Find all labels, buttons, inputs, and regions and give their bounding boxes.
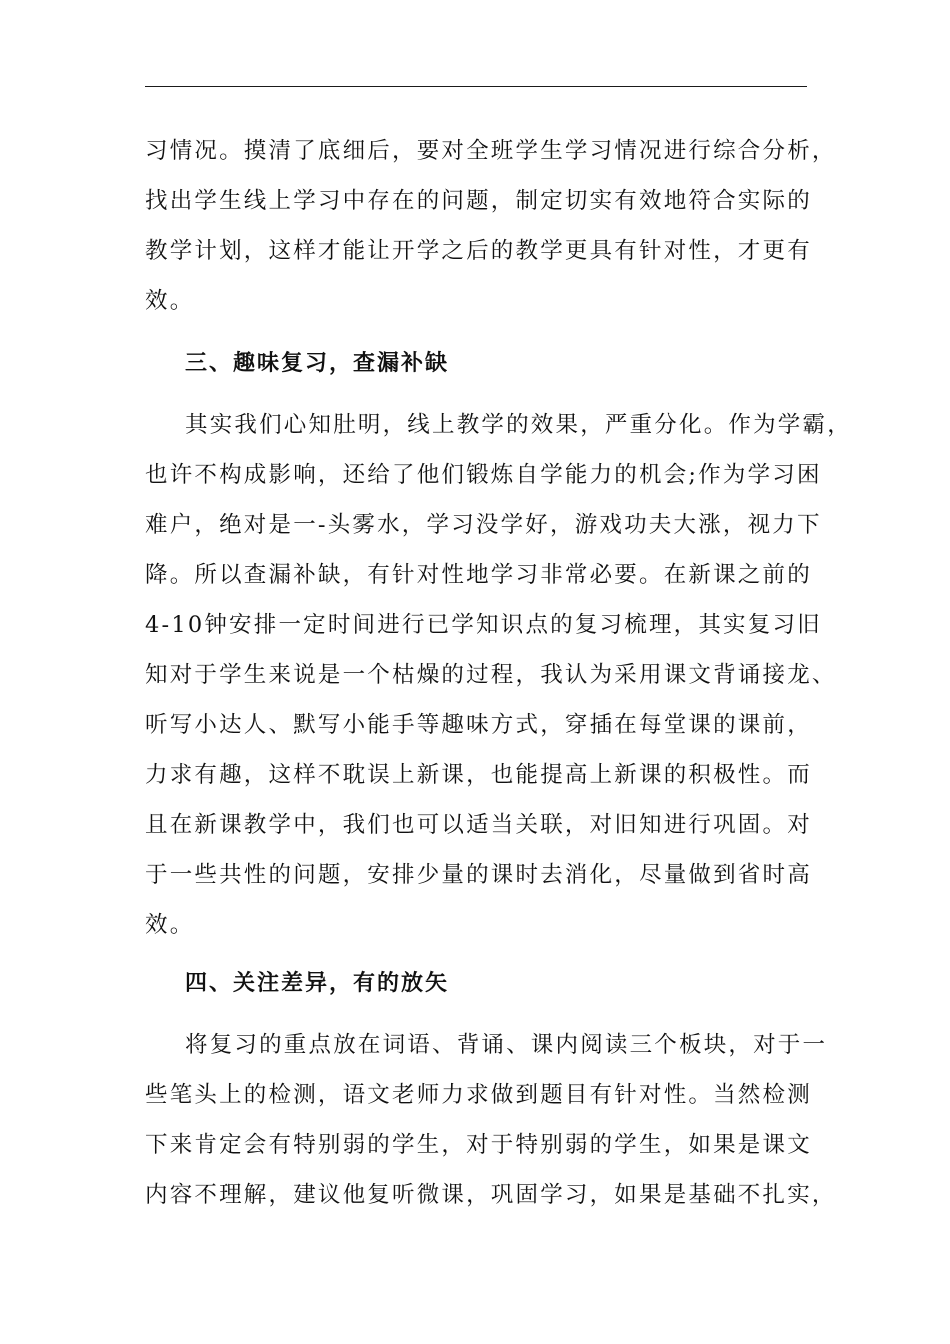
- body-text-line: 力求有趣，这样不耽误上新课，也能提高上新课的积极性。而: [145, 762, 812, 788]
- section-heading: 四、关注差异，有的放矢: [185, 970, 450, 996]
- body-text-line: 难户，绝对是一-头雾水，学习没学好，游戏功夫大涨，视力下: [145, 512, 822, 538]
- body-text-line: 于一些共性的问题，安排少量的课时去消化，尽量做到省时高: [145, 862, 812, 888]
- body-text-line: 找出学生线上学习中存在的问题，制定切实有效地符合实际的: [145, 188, 812, 214]
- body-text-line: 降。所以查漏补缺，有针对性地学习非常必要。在新课之前的: [145, 562, 812, 588]
- header-rule: [145, 86, 807, 87]
- body-text-line: 知对于学生来说是一个枯燥的过程，我认为采用课文背诵接龙、: [145, 662, 837, 688]
- body-text-line: 也许不构成影响，还给了他们锻炼自学能力的机会;作为学习困: [145, 462, 822, 488]
- body-text-line: 将复习的重点放在词语、背诵、课内阅读三个板块，对于一: [185, 1032, 828, 1058]
- body-text-line: 内容不理解，建议他复听微课，巩固学习，如果是基础不扎实，: [145, 1182, 837, 1208]
- body-text-line: 些笔头上的检测，语文老师力求做到题目有针对性。当然检测: [145, 1082, 812, 1108]
- body-text-line: 4-10钟安排一定时间进行已学知识点的复习梳理，其实复习旧: [145, 612, 822, 638]
- body-text-line: 听写小达人、默写小能手等趣味方式，穿插在每堂课的课前，: [145, 712, 812, 738]
- body-text-line: 下来肯定会有特别弱的学生，对于特别弱的学生，如果是课文: [145, 1132, 812, 1158]
- body-text-line: 且在新课教学中，我们也可以适当关联，对旧知进行巩固。对: [145, 812, 812, 838]
- body-text-line: 效。: [145, 912, 195, 938]
- section-heading: 三、趣味复习，查漏补缺: [185, 350, 450, 376]
- body-text-line: 教学计划，这样才能让开学之后的教学更具有针对性，才更有: [145, 238, 812, 264]
- body-text-line: 其实我们心知肚明，线上教学的效果，严重分化。作为学霸，: [185, 412, 852, 438]
- body-text-line: 效。: [145, 288, 195, 314]
- body-text-line: 习情况。摸清了底细后，要对全班学生学习情况进行综合分析，: [145, 138, 837, 164]
